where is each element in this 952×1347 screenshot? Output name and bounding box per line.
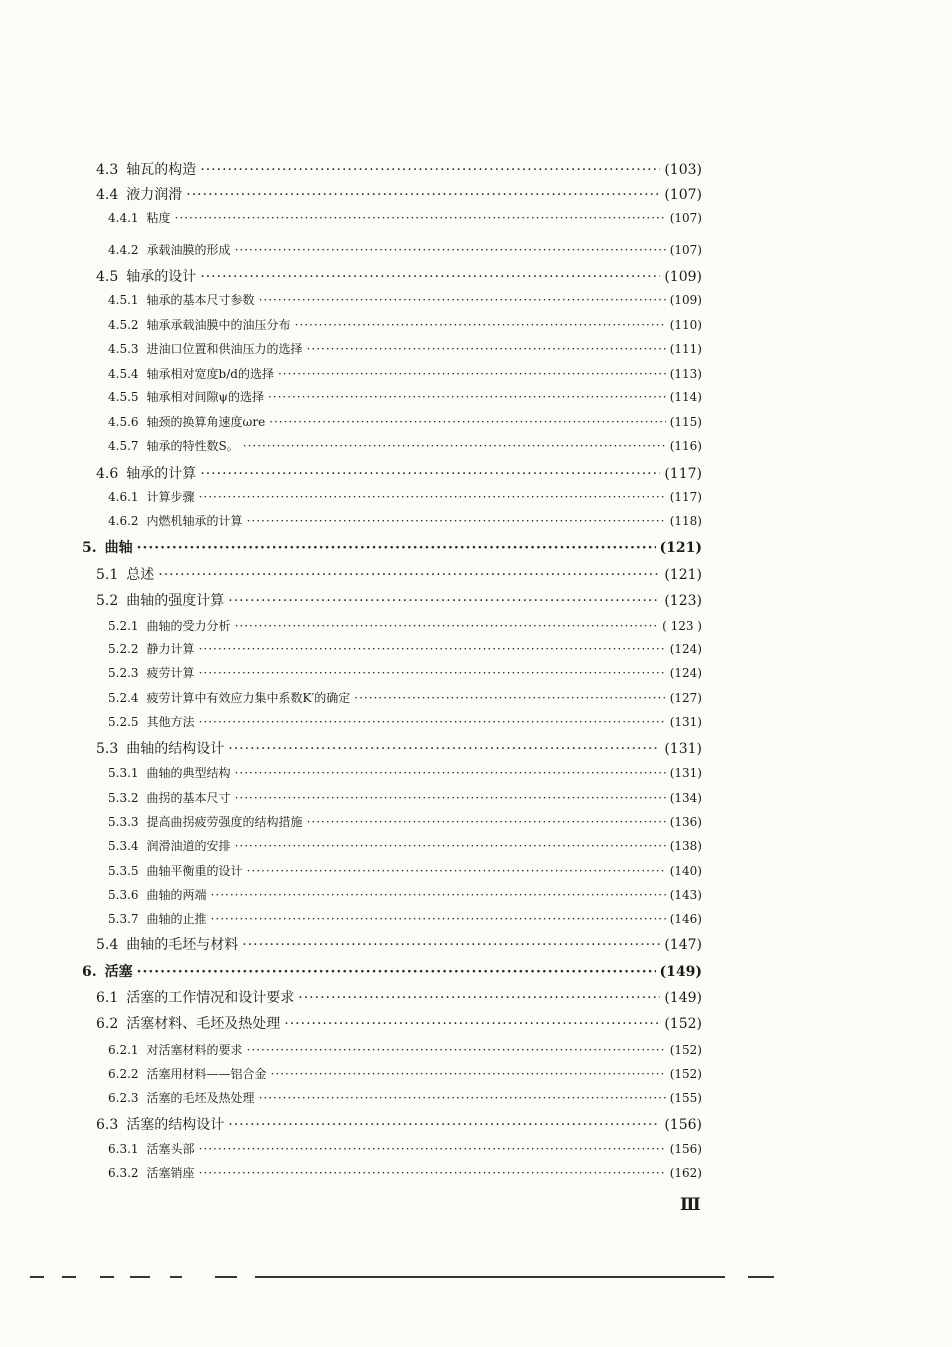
toc-entry-page: (152) [664, 1016, 702, 1032]
page-number: Ⅲ [680, 1195, 700, 1215]
dot-leader [158, 568, 660, 582]
toc-entry-number: 5.2.4 [108, 691, 139, 705]
toc-entry-page: (109) [669, 293, 702, 307]
toc-entry-number: 4.5.1 [108, 293, 139, 307]
toc-entry-page: (110) [669, 318, 702, 332]
toc-entry-number: 6.3 [96, 1117, 119, 1133]
toc-entry-number: 5.3.6 [108, 888, 139, 902]
dot-leader [298, 991, 660, 1005]
toc-entry-page: (117) [664, 466, 702, 482]
toc-entry-number: 6.2.3 [108, 1091, 139, 1105]
toc-entry-number: 5.2.5 [108, 715, 139, 729]
toc-entry-number: 4.5 [96, 269, 119, 285]
toc-entry-page: (124) [669, 642, 702, 656]
dot-leader [228, 1118, 660, 1132]
toc-entry-title: 曲轴的毛坯与材料 [126, 937, 239, 953]
toc-entry [96, 1118, 702, 1132]
toc-entry-number: 4.4.1 [108, 211, 139, 225]
toc-entry-page: (107) [664, 187, 702, 203]
toc-entry-page: (115) [669, 415, 702, 429]
toc-entry-title: 轴承的计算 [126, 466, 197, 482]
toc-entry-page: (156) [664, 1117, 702, 1133]
toc-entry-title: 曲轴平衡重的设计 [146, 864, 243, 878]
toc-entry-title: 承载油膜的形成 [146, 243, 231, 257]
toc-entry-number: 5.3.2 [108, 791, 139, 805]
toc-entry-page: (138) [669, 839, 702, 853]
scan-edge-line [748, 1276, 774, 1278]
toc-entry-title: 曲轴的受力分析 [146, 619, 231, 633]
toc-entry [108, 343, 702, 355]
toc-entry [108, 212, 702, 224]
toc-entry-page: (134) [669, 791, 702, 805]
toc-entry-page: ( 123 ) [662, 619, 702, 633]
toc-entry [108, 667, 702, 679]
dot-leader [228, 742, 660, 756]
dot-leader [235, 840, 666, 852]
toc-entry-page: (103) [664, 162, 702, 178]
dot-leader [228, 594, 660, 608]
toc-entry-number: 4.5.2 [108, 318, 139, 332]
toc-entry [108, 692, 702, 704]
toc-entry-page: (107) [669, 211, 702, 225]
toc-entry-number: 6.2 [96, 1016, 119, 1032]
toc-entry-title: 活塞销座 [146, 1166, 195, 1180]
toc-entry-title: 对活塞材料的要求 [146, 1043, 243, 1057]
toc-entry-title: 轴承的设计 [126, 269, 197, 285]
toc-entry [108, 244, 702, 256]
dot-leader [247, 865, 666, 877]
scan-edge-line [215, 1276, 237, 1278]
toc-entry-title: 活塞用材料——铝合金 [146, 1067, 267, 1081]
toc-entry-title: 轴承相对间隙ψ的选择 [146, 390, 264, 404]
toc-entry-title: 曲轴的结构设计 [126, 741, 225, 757]
toc-entry-title: 疲劳计算 [146, 666, 195, 680]
toc-entry [108, 716, 702, 728]
scan-edge-line [30, 1276, 44, 1278]
toc-entry-page: (149) [659, 964, 702, 980]
toc-entry [108, 440, 702, 452]
toc-entry-page: (152) [669, 1043, 702, 1057]
toc-entry-page: (127) [669, 691, 702, 705]
toc-entry-number: 6.1 [96, 990, 119, 1006]
toc-entry [108, 840, 702, 852]
toc-entry-page: (140) [669, 864, 702, 878]
toc-entry-title: 曲拐的基本尺寸 [146, 791, 231, 805]
toc-entry-page: (109) [664, 269, 702, 285]
scan-edge-line [100, 1276, 114, 1278]
toc-entry-page: (131) [669, 766, 702, 780]
toc-entry-title: 内燃机轴承的计算 [146, 514, 243, 528]
toc-entry-page: (146) [669, 912, 702, 926]
dot-leader [354, 692, 665, 704]
toc-entry-number: 5.3.5 [108, 864, 139, 878]
dot-leader [211, 889, 666, 901]
toc-entry-number: 5.3.1 [108, 766, 139, 780]
toc-entry-page: (162) [669, 1166, 702, 1180]
toc-entry-title: 曲轴的典型结构 [146, 766, 231, 780]
dot-leader [235, 792, 666, 804]
dot-leader [235, 244, 666, 256]
toc-entry-title: 轴承承载油膜中的油压分布 [146, 318, 291, 332]
toc-entry-number: 5.3.3 [108, 815, 139, 829]
toc-entry-title: 液力润滑 [126, 187, 183, 203]
dot-leader [211, 913, 666, 925]
dot-leader [200, 270, 660, 284]
toc-entry-page: (156) [669, 1142, 702, 1156]
toc-entry-title: 提高曲拐疲劳强度的结构措施 [146, 815, 303, 829]
toc-entry-page: (121) [664, 567, 702, 583]
toc-entry-number: 5.3 [96, 741, 119, 757]
toc-entry [96, 594, 702, 608]
toc-entry-number: 4.5.7 [108, 439, 139, 453]
toc-entry-title: 活塞的结构设计 [126, 1117, 225, 1133]
toc-entry [82, 541, 702, 555]
toc-entry-number: 6.3.2 [108, 1166, 139, 1180]
toc-entry-number: 6.2.2 [108, 1067, 139, 1081]
toc-entry-page: (143) [669, 888, 702, 902]
toc-entry-title: 轴颈的换算角速度ωre [146, 415, 266, 429]
scan-edge-line [62, 1276, 76, 1278]
dot-leader [307, 343, 666, 355]
toc-entry-number: 4.6 [96, 466, 119, 482]
dot-leader [199, 667, 666, 679]
toc-entry-page: (136) [669, 815, 702, 829]
dot-leader [200, 163, 660, 177]
dot-leader [295, 319, 666, 331]
toc-entry-number: 4.5.5 [108, 390, 139, 404]
toc-entry-page: (152) [669, 1067, 702, 1081]
toc-entry [96, 188, 702, 202]
toc-entry [108, 1044, 702, 1056]
toc-entry-number: 6.3.1 [108, 1142, 139, 1156]
toc-entry-page: (116) [669, 439, 702, 453]
scan-edge-line [255, 1276, 725, 1278]
toc-entry [108, 368, 702, 380]
toc-entry-page: (131) [669, 715, 702, 729]
toc-entry-number: 4.3 [96, 162, 119, 178]
toc-entry-title: 活塞 [104, 964, 133, 980]
dot-leader [269, 416, 666, 428]
toc-entry [108, 913, 702, 925]
toc-entry-page: (111) [669, 342, 702, 356]
toc-entry-title: 静力计算 [146, 642, 195, 656]
toc-entry [96, 991, 702, 1005]
toc-entry [108, 1092, 702, 1104]
toc-entry-title: 疲劳计算中有效应力集中系数K′的确定 [146, 691, 351, 705]
toc-entry-page: (121) [659, 540, 702, 556]
toc-entry-title: 曲轴的两端 [146, 888, 207, 902]
toc-entry [108, 865, 702, 877]
dot-leader [242, 938, 660, 952]
dot-leader [271, 1068, 666, 1080]
dot-leader [247, 1044, 666, 1056]
toc-entry-page: (124) [669, 666, 702, 680]
toc-entry [108, 294, 702, 306]
toc-entry-page: (118) [669, 514, 702, 528]
toc-entry-title: 进油口位置和供油压力的选择 [146, 342, 303, 356]
dot-leader [247, 515, 666, 527]
toc-entry-title: 活塞材料、毛坯及热处理 [126, 1016, 281, 1032]
toc-entry [108, 767, 702, 779]
toc-entry-title: 润滑油道的安排 [146, 839, 231, 853]
toc-entry [108, 416, 702, 428]
toc-entry-number: 6.2.1 [108, 1043, 139, 1057]
toc-entry [96, 467, 702, 481]
toc-entry [108, 816, 702, 828]
toc-entry-title: 计算步骤 [146, 490, 195, 504]
dot-leader [199, 716, 666, 728]
toc-entry [96, 163, 702, 177]
toc-entry-number: 5.2.1 [108, 619, 139, 633]
toc-entry [108, 1167, 702, 1179]
toc-entry [96, 742, 702, 756]
toc-entry [96, 568, 702, 582]
dot-leader [243, 440, 666, 452]
dot-leader [284, 1017, 660, 1031]
toc-entry-title: 活塞的工作情况和设计要求 [126, 990, 295, 1006]
toc-entry-number: 5.2 [96, 593, 119, 609]
toc-entry-page: (123) [664, 593, 702, 609]
dot-leader [235, 767, 666, 779]
toc-entry-number: 4.5.6 [108, 415, 139, 429]
toc-entry-title: 总述 [126, 567, 155, 583]
toc-entry-page: (147) [664, 937, 702, 953]
toc-entry-title: 活塞头部 [146, 1142, 195, 1156]
dot-leader [268, 391, 666, 403]
toc-entry-number: 4.6.2 [108, 514, 139, 528]
dot-leader [259, 1092, 666, 1104]
toc-entry [96, 270, 702, 284]
toc-entry-page: (117) [669, 490, 702, 504]
toc-entry-number: 4.4.2 [108, 243, 139, 257]
toc-entry [82, 965, 702, 979]
dot-leader [186, 188, 660, 202]
toc-entry-page: (149) [664, 990, 702, 1006]
toc-entry [108, 620, 702, 632]
dot-leader [175, 212, 666, 224]
toc-entry-number: 6. [82, 964, 97, 980]
toc-entry-number: 5.3.4 [108, 839, 139, 853]
toc-entry [108, 491, 702, 503]
dot-leader [235, 620, 659, 632]
toc-entry [108, 643, 702, 655]
toc-entry [108, 391, 702, 403]
toc-entry [108, 319, 702, 331]
toc-entry [108, 1143, 702, 1155]
dot-leader [199, 643, 666, 655]
toc-entry-title: 曲轴的止推 [146, 912, 207, 926]
toc-entry [108, 515, 702, 527]
toc-entry-page: (114) [669, 390, 702, 404]
dot-leader [278, 368, 666, 380]
dot-leader [199, 1167, 666, 1179]
dot-leader [307, 816, 666, 828]
toc-entry-title: 轴承的基本尺寸参数 [146, 293, 255, 307]
scan-edge-line [170, 1276, 182, 1278]
toc-entry-title: 活塞的毛坯及热处理 [146, 1091, 255, 1105]
toc-entry [96, 938, 702, 952]
toc-entry-page: (155) [669, 1091, 702, 1105]
toc-entry-page: (113) [669, 367, 702, 381]
toc-entry-number: 5.1 [96, 567, 119, 583]
toc-entry [96, 1017, 702, 1031]
toc-entry-number: 5.3.7 [108, 912, 139, 926]
toc-entry-title: 轴承的特性数S。 [146, 439, 239, 453]
toc-entry-title: 粘度 [146, 211, 171, 225]
toc-entry-page: (131) [664, 741, 702, 757]
dot-leader [199, 1143, 666, 1155]
toc-entry-number: 5.2.2 [108, 642, 139, 656]
toc-entry-number: 4.5.3 [108, 342, 139, 356]
toc-entry-number: 5. [82, 540, 97, 556]
toc-entry-number: 4.5.4 [108, 367, 139, 381]
toc-entry-title: 轴瓦的构造 [126, 162, 197, 178]
toc-entry-number: 5.4 [96, 937, 119, 953]
toc-entry [108, 792, 702, 804]
toc-entry-number: 4.6.1 [108, 490, 139, 504]
toc-entry [108, 1068, 702, 1080]
dot-leader [259, 294, 666, 306]
toc-entry-title: 轴承相对宽度b/d的选择 [146, 367, 274, 381]
toc-entry [108, 889, 702, 901]
dot-leader [137, 965, 656, 979]
toc-entry-title: 曲轴的强度计算 [126, 593, 225, 609]
dot-leader [199, 491, 666, 503]
scan-edge-line [130, 1276, 150, 1278]
dot-leader [200, 467, 660, 481]
toc-entry-title: 其他方法 [146, 715, 195, 729]
toc-entry-number: 5.2.3 [108, 666, 139, 680]
toc-entry-page: (107) [669, 243, 702, 257]
toc-entry-number: 4.4 [96, 187, 119, 203]
dot-leader [137, 541, 656, 555]
toc-entry-title: 曲轴 [104, 540, 133, 556]
